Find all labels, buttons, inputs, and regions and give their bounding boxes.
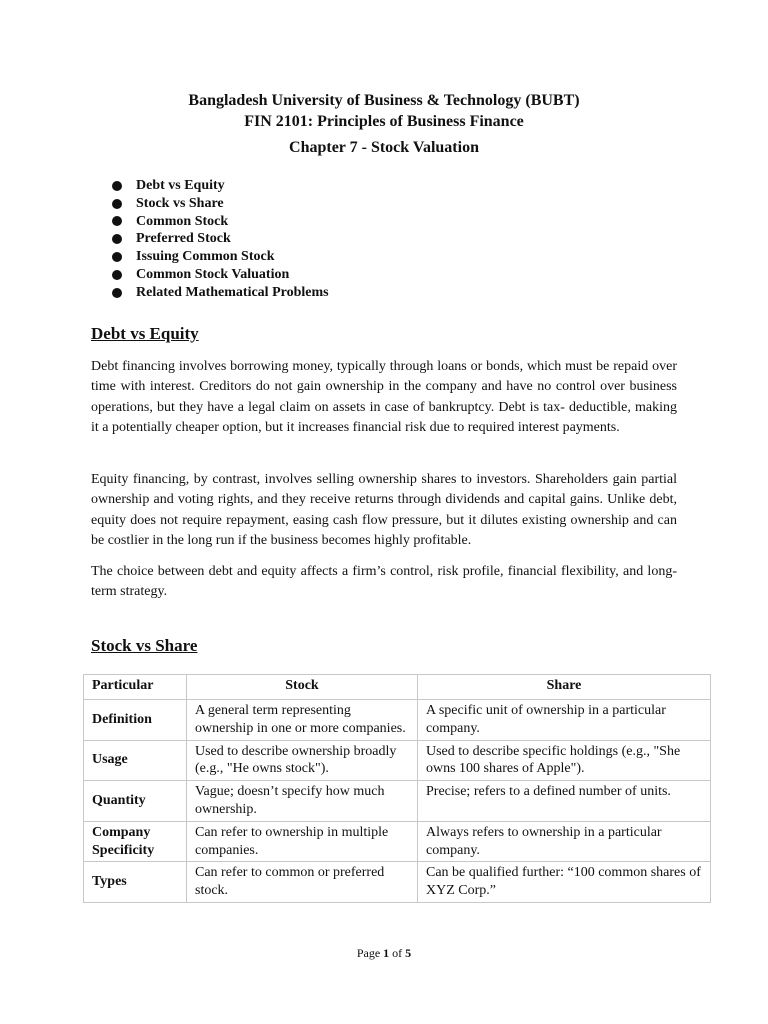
- bullet-icon: [112, 252, 122, 262]
- bullet-icon: [112, 288, 122, 298]
- share-cell: Always refers to ownership in a particular company.: [418, 821, 711, 862]
- row-label: Quantity: [84, 781, 187, 822]
- page-footer: [0, 946, 768, 961]
- university-name: Bangladesh University of Business & Technology (BUBT): [188, 92, 580, 109]
- stock-cell: Can refer to ownership in multiple companies.: [187, 821, 418, 862]
- row-label: Definition: [84, 700, 187, 741]
- share-cell: Used to describe specific holdings (e.g., "She owns 100 shares of Apple").: [418, 740, 711, 781]
- topic-item: Common Stock: [112, 213, 329, 231]
- bullet-icon: [112, 216, 122, 226]
- topic-item: Issuing Common Stock: [112, 248, 329, 266]
- topic-list: [112, 177, 329, 302]
- topic-item: Stock vs Share: [112, 195, 329, 213]
- bullet-icon: [112, 270, 122, 280]
- page-word: Page: [356, 946, 381, 960]
- section-heading-stock-vs-share: Stock vs Share: [91, 636, 198, 655]
- stock-cell: Can refer to common or preferred stock.: [187, 862, 418, 903]
- of-word: of: [392, 946, 403, 960]
- page-total: 5: [405, 946, 412, 960]
- topic-item: Common Stock Valuation: [112, 266, 329, 284]
- table-row: [84, 781, 711, 822]
- table-row: [84, 821, 711, 862]
- topic-item: Preferred Stock: [112, 230, 329, 248]
- stock-vs-share-table: [83, 674, 711, 903]
- bullet-icon: [112, 199, 122, 209]
- share-cell: Can be qualified further: “100 common shares of XYZ Corp.”: [418, 862, 711, 903]
- chapter-title: Chapter 7 - Stock Valuation: [289, 139, 479, 156]
- stock-cell: Used to describe ownership broadly (e.g., "He owns stock").: [187, 740, 418, 781]
- bullet-icon: [112, 234, 122, 244]
- section-heading-debt-vs-equity: Debt vs Equity: [91, 324, 199, 343]
- document-header: [0, 90, 768, 158]
- page-current: 1: [383, 946, 390, 960]
- column-header-particular: Particular: [84, 675, 187, 700]
- table-row: [84, 862, 711, 903]
- table-row: [84, 700, 711, 741]
- share-cell: Precise; refers to a defined number of units.: [418, 781, 711, 822]
- course-title: FIN 2101: Principles of Business Finance: [244, 113, 524, 130]
- column-header-share: Share: [418, 675, 711, 700]
- paragraph-choice: The choice between debt and equity affects a firm’s control, risk profile, financial flexibility, and long-term strategy.: [91, 564, 677, 600]
- bullet-icon: [112, 181, 122, 191]
- paragraph-debt: Debt financing involves borrowing money, typically through loans or bonds, which must be repaid over time with interest. Creditors do not gain ownership in the company and have no control over business operations, but they have a legal claim on assets in case of bankruptcy. Debt is tax- deductible, making it a potentially cheaper option, but it increases financial risk due to required interest payments.: [91, 359, 677, 435]
- column-header-stock: Stock: [187, 675, 418, 700]
- share-cell: A specific unit of ownership in a particular company.: [418, 700, 711, 741]
- table-header-row: [84, 675, 711, 700]
- topic-item: Debt vs Equity: [112, 177, 329, 195]
- stock-cell: Vague; doesn’t specify how much ownership.: [187, 781, 418, 822]
- row-label: Company Specificity: [84, 821, 187, 862]
- row-label: Usage: [84, 740, 187, 781]
- stock-cell: A general term representing ownership in one or more companies.: [187, 700, 418, 741]
- paragraph-equity: Equity financing, by contrast, involves selling ownership shares to investors. Shareholders gain partial ownership and voting rights, and they receive returns through dividends and capital gains. Unlike debt, equity does not require repayment, easing cash flow pressure, but it dilutes existing ownership and can be costlier in the long run if the business becomes highly profitable.: [91, 472, 677, 548]
- table-row: [84, 740, 711, 781]
- topic-item: Related Mathematical Problems: [112, 284, 329, 302]
- row-label: Types: [84, 862, 187, 903]
